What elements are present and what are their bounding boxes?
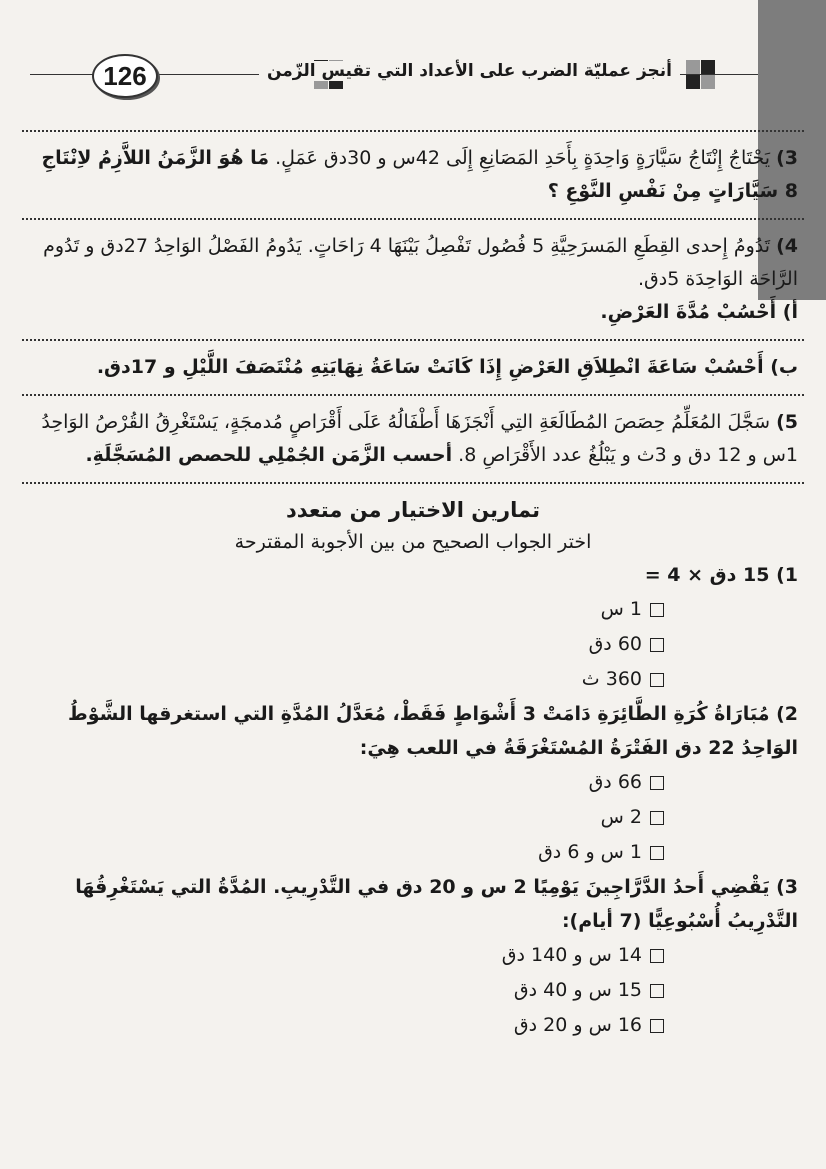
- mcq-question-2: [22, 697, 804, 870]
- checkbox-icon[interactable]: [650, 673, 664, 687]
- mcq-question-stem: 2) مُبَارَاةُ كُرَةِ الطَّائِرَةِ دَامَتْ 3 أَشْوَاطٍ فَقَطْ، مُعَدَّلُ المُدَّةِ التي استغرقها الشَّوْطُ الوَاحِدُ 22 دق الفَتْرَةُ المُسْتَغْرَقَةُ في اللعب هِيَ:: [68, 703, 798, 759]
- option-label: 360 ث: [581, 668, 642, 690]
- exercise-5-text: سَجَّلَ المُعَلِّمُ حِصَصَ المُطَالَعَةِ التِي أَنْجَزَهَا أَطْفَالُهُ عَلَى أَقْرَاصٍ مُدمجَةٍ، يَسْتَغْرِقُ القُرْصُ الوَاحِدُ 1س و 12 دق و 3ث و يَبْلُغُ عدد الأَقْرَاصِ 8.: [41, 411, 798, 466]
- mcq-option[interactable]: [22, 835, 664, 870]
- checkbox-icon[interactable]: [650, 846, 664, 860]
- exercise-4-text: تَدُومُ إِحدى القِطَعِ المَسرَحِيَّةِ 5 فُصُول تَفْصِلُ بَيْنَهَا 4 رَاحَاتٍ. يَدُومُ الفَصْلُ الوَاحِدُ 27دق و تَدُوم الرَّاحَة الوَاحِدَة 5دق.: [43, 235, 798, 290]
- dotted-separator: [22, 339, 804, 341]
- dotted-separator: [22, 130, 804, 132]
- exercise-5-number: 5): [776, 411, 798, 433]
- option-label: 66 دق: [588, 771, 642, 793]
- checkbox-icon[interactable]: [650, 603, 664, 617]
- exercise-4-number: 4): [776, 235, 798, 257]
- exercise-4-part-a: أ) أَحْسُبْ مُدَّةَ العَرْضِ.: [600, 301, 798, 323]
- mcq-option[interactable]: [22, 627, 664, 662]
- option-label: 14 س و 140 دق: [501, 944, 642, 966]
- mcq-option[interactable]: [22, 765, 664, 800]
- dotted-separator: [22, 482, 804, 484]
- option-label: 60 دق: [588, 633, 642, 655]
- dotted-separator: [22, 394, 804, 396]
- dotted-separator: [22, 218, 804, 220]
- header-title: أنجز عمليّة الضرب على الأعداد التي تقيس الزّمن: [259, 61, 680, 81]
- checkbox-icon[interactable]: [650, 811, 664, 825]
- checkbox-icon[interactable]: [650, 1019, 664, 1033]
- mcq-option[interactable]: [22, 973, 664, 1008]
- mcq-option[interactable]: [22, 800, 664, 835]
- option-label: 16 س و 20 دق: [513, 1014, 642, 1036]
- exercise-3-text: يَحْتَاجُ إِنْتَاجُ سَيَّارَةٍ وَاحِدَةٍ بِأَحَدِ المَصَانِعِ إِلَى 42س و 30دق عَمَلٍ.: [275, 147, 771, 169]
- page-content: [22, 130, 804, 1043]
- exercise-4-part-b: ب) أَحْسُبْ سَاعَةَ انْطِلاَقِ العَرْضِ إِذَا كَانَتْ سَاعَةُ نِهَايَتِهِ مُنْتَصَفَ اللَّيْلِ و 17دق.: [96, 356, 798, 378]
- exercise-5: [28, 406, 798, 472]
- exercise-4: [28, 230, 798, 329]
- mcq-option[interactable]: [22, 592, 664, 627]
- exercise-3-number: 3): [776, 147, 798, 169]
- mcq-question-stem: 3) يَقْضِي أَحدُ الدَّرَّاجِينَ يَوْمِيًا 2 س و 20 دق في التَّدْرِيبِ. المُدَّةُ التي يَسْتَغْرِقُهَا التَّدْرِيبُ أُسْبُوعِيًّا (7 أيام):: [75, 876, 798, 932]
- exercise-3: [28, 142, 798, 208]
- option-label: 1 س و 6 دق: [538, 841, 642, 863]
- mcq-question-stem: 1) 15 دق × 4 =: [644, 564, 798, 586]
- option-label: 1 س: [600, 598, 642, 620]
- mcq-subtitle: اختر الجواب الصحيح من بين الأجوبة المقترحة: [234, 531, 592, 553]
- page-header: [30, 52, 758, 102]
- checkbox-icon[interactable]: [650, 638, 664, 652]
- exercise-5-question: أحسب الزَّمَن الجُمْلِي للحصص المُسَجَّلَةِ.: [85, 444, 453, 466]
- mcq-option[interactable]: [22, 662, 664, 697]
- mcq-question-1: [22, 558, 804, 697]
- mcq-option[interactable]: [22, 1008, 664, 1043]
- square-ornament-right: [686, 60, 716, 90]
- option-label: 15 س و 40 دق: [513, 979, 642, 1001]
- mcq-option[interactable]: [22, 938, 664, 973]
- checkbox-icon[interactable]: [650, 984, 664, 998]
- checkbox-icon[interactable]: [650, 776, 664, 790]
- exercise-3-question: مَا هُوَ الزَّمَنُ اللاَّزِمُ لاِنْتَاجِ 8 سَيَّارَاتٍ مِنْ نَفْسِ النَّوْعِ ؟: [41, 147, 798, 202]
- checkbox-icon[interactable]: [650, 949, 664, 963]
- page-number: 126: [92, 54, 158, 98]
- mcq-title: تمارين الاختيار من متعدد: [286, 498, 540, 522]
- option-label: 2 س: [600, 806, 642, 828]
- mcq-question-3: [22, 870, 804, 1043]
